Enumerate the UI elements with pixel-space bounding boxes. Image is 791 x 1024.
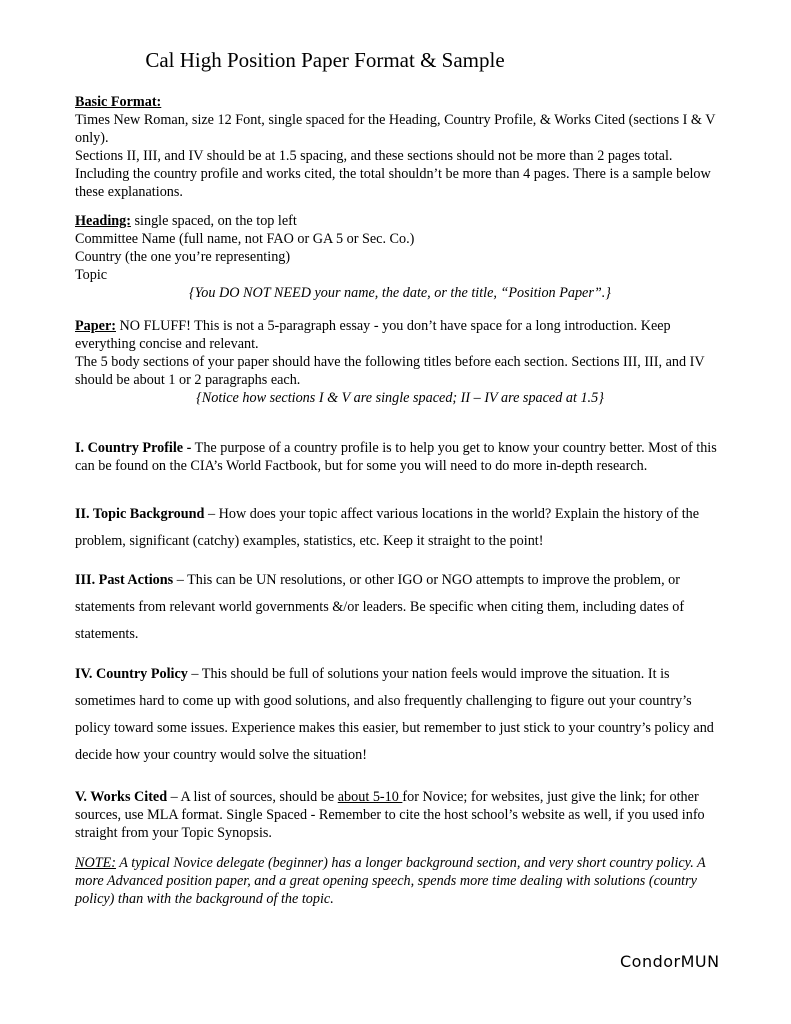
- heading-item-committee: Committee Name (full name, not FAO or GA 5 or Sec. Co.): [75, 231, 415, 247]
- paper-label: Paper:: [75, 318, 116, 334]
- section-works-cited: [75, 788, 725, 842]
- condormun-logo: CondorMUN: [620, 952, 720, 971]
- section-3-text: – This can be UN resolutions, or other IGO or NGO attempts to improve the problem, or statements from relevant world governments &/or leaders. Be specific when citing them, including dates of statements.: [75, 572, 685, 642]
- heading-desc: single spaced, on the top left: [130, 213, 297, 229]
- page-title: Cal High Position Paper Format & Sample: [145, 48, 505, 72]
- heading-item-country: Country (the one you’re representing): [75, 249, 291, 265]
- heading-item-topic: Topic: [75, 267, 108, 283]
- section-country-profile: [75, 439, 725, 475]
- section-country-policy: [75, 661, 725, 769]
- section-past-actions: [75, 567, 725, 648]
- section-3-label: III. Past Actions: [75, 572, 174, 588]
- section-5-text-b: for Novice; for websites, just give the link; for other sources, use MLA format. Single Spaced - Remember to cite the host school’s website as well, if you used info straight from your Topic Synopsis.: [75, 789, 705, 841]
- section-5-underlined: about 5-10: [337, 789, 403, 805]
- section-2-label: II. Topic Background: [75, 506, 205, 522]
- paper-note: {Notice how sections I & V are single spaced; II – IV are spaced at 1.5}: [196, 390, 604, 406]
- section-5-label: V. Works Cited: [75, 789, 168, 805]
- note-text: A typical Novice delegate (beginner) has a longer background section, and very short country policy. A more Advanced position paper, and a great opening speech, spends more time dealing with solutions (country policy) than with the background of the topic.: [75, 855, 706, 907]
- paper-text-2: The 5 body sections of your paper should have the following titles before each section. Sections III, III, and IV should be about 1 or 2 paragraphs each.: [75, 354, 705, 388]
- paper-text-1: NO FLUFF! This is not a 5-paragraph essay - you don’t have space for a long introduction. Keep everything concise and relevant.: [75, 318, 671, 352]
- section-4-label: IV. Country Policy: [75, 666, 188, 682]
- heading-label: Heading:: [75, 213, 131, 229]
- section-1-label: I. Country Profile -: [75, 440, 192, 456]
- basic-format-line-2: Sections II, III, and IV should be at 1.5 spacing, and these sections should not be more than 2 pages total. Including the country profile and works cited, the total shouldn’t be more than 4 pages. There is a sample below these explanations.: [75, 148, 711, 200]
- section-4-text: – This should be full of solutions your nation feels would improve the situation. It is sometimes hard to come up with good solutions, and also frequently challenging to figure out your country’s policy toward some issues. Experience makes this easier, but remember to just stick to your country’s policy and decide how your country would solve the situation!: [75, 666, 714, 763]
- basic-format-heading: Basic Format:: [75, 94, 162, 110]
- section-topic-background: [75, 501, 725, 555]
- basic-format-line-1: Times New Roman, size 12 Font, single spaced for the Heading, Country Profile, & Works Cited (sections I & V only).: [75, 112, 716, 146]
- paper-section: [75, 317, 725, 407]
- basic-format-section: [75, 93, 725, 201]
- heading-note: {You DO NOT NEED your name, the date, or the title, “Position Paper”.}: [188, 285, 611, 301]
- section-5-text-a: – A list of sources, should be: [167, 789, 338, 805]
- note-label: NOTE:: [75, 855, 116, 871]
- note-section: [75, 854, 725, 908]
- section-2-text: – How does your topic affect various locations in the world? Explain the history of the problem, significant (catchy) examples, statistics, etc. Keep it straight to the point!: [75, 506, 700, 549]
- section-1-text: The purpose of a country profile is to help you get to know your country better. Most of this can be found on the CIA’s World Factbook, but for some you will need to do more in-depth research.: [75, 440, 717, 474]
- heading-section: [75, 212, 725, 302]
